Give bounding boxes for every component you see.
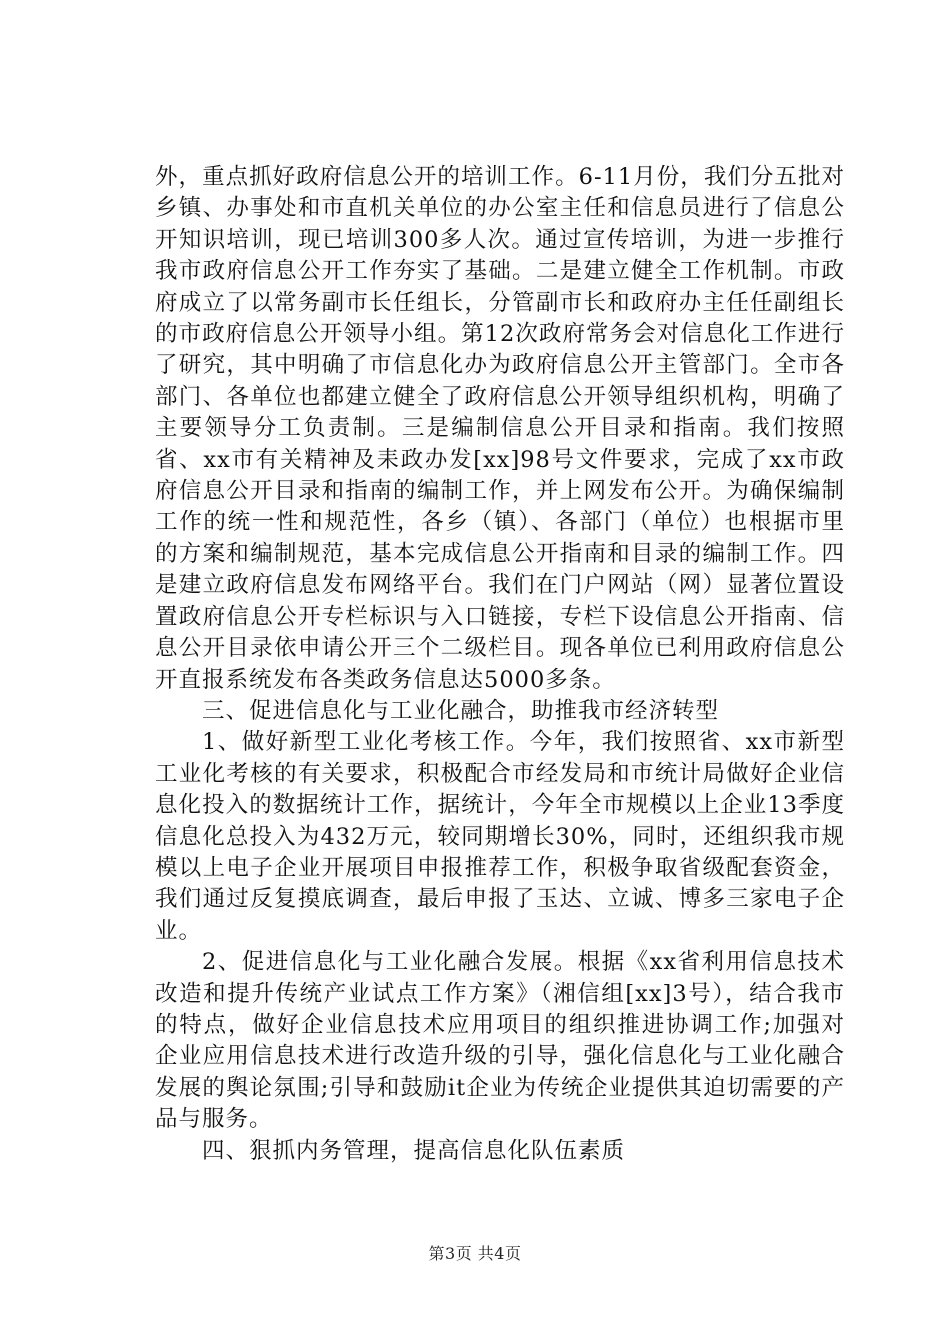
page-number-footer: 第3页 共4页 bbox=[428, 1244, 522, 1263]
paragraph-1: 外，重点抓好政府信息公开的培训工作。6-11月份，我们分五批对乡镇、办事处和市直机关单位的办公室主任和信息员进行了信息公开知识培训，现已培训300多人次。通过宣传培训，为进一步推行我市政府信息公开工作夯实了基础。二是建立健全工作机制。市政府成立了以常务副市长任组长，分管副市长和政府办主任任副组长的市政府信息公开领导小组。第12次政府常务会对信息化工作进行了研究，其中明确了市信息化办为政府信息公开主管部门。全市各部门、各单位也都建立健全了政府信息公开领导组织机构，明确了主要领导分工负责制。三是编制信息公开目录和指南。我们按照省、xx市有关精神及耒政办发[xx]98号文件要求，完成了xx市政府信息公开目录和指南的编制工作，并上网发布公开。为确保编制工作的统一性和规范性，各乡（镇）、各部门（单位）也根据市里的方案和编制规范，基本完成信息公开指南和目录的编制工作。四是建立政府信息发布网络平台。我们在门户网站（网）显著位置设置政府信息公开专栏标识与入口链接，专栏下设信息公开指南、信息公开目录依申请公开三个二级栏目。现各单位已利用政府信息公开直报系统发布各类政务信息达5000多条。 bbox=[155, 164, 845, 693]
paragraph-item-1: 1、做好新型工业化考核工作。今年，我们按照省、xx市新型工业化考核的有关要求，积极配合市经发局和市统计局做好企业信息化投入的数据统计工作，据统计，今年全市规模以上企业13季度信息化总投入为432万元，较同期增长30%，同时，还组织我市规模以上电子企业开展项目申报推荐工作，积极争取省级配套资金，我们通过反复摸底调查，最后申报了玉达、立诚、博多三家电子企业。 bbox=[155, 729, 845, 944]
section-heading-4: 四、狠抓内务管理，提高信息化队伍素质 bbox=[202, 1137, 626, 1164]
paragraph-item-2: 2、促进信息化与工业化融合发展。根据《xx省利用信息技术改造和提升传统产业试点工作方案》（湘信组[xx]3号），结合我市的特点，做好企业信息技术应用项目的组织推进协调工作;加强对企业应用信息技术进行改造升级的引导，强化信息化与工业化融合发展的舆论氛围;引导和鼓励it企业为传统企业提供其迫切需要的产品与服务。 bbox=[155, 949, 845, 1133]
section-heading-3: 三、促进信息化与工业化融合，助推我市经济转型 bbox=[202, 697, 720, 724]
document-body bbox=[155, 162, 845, 1167]
